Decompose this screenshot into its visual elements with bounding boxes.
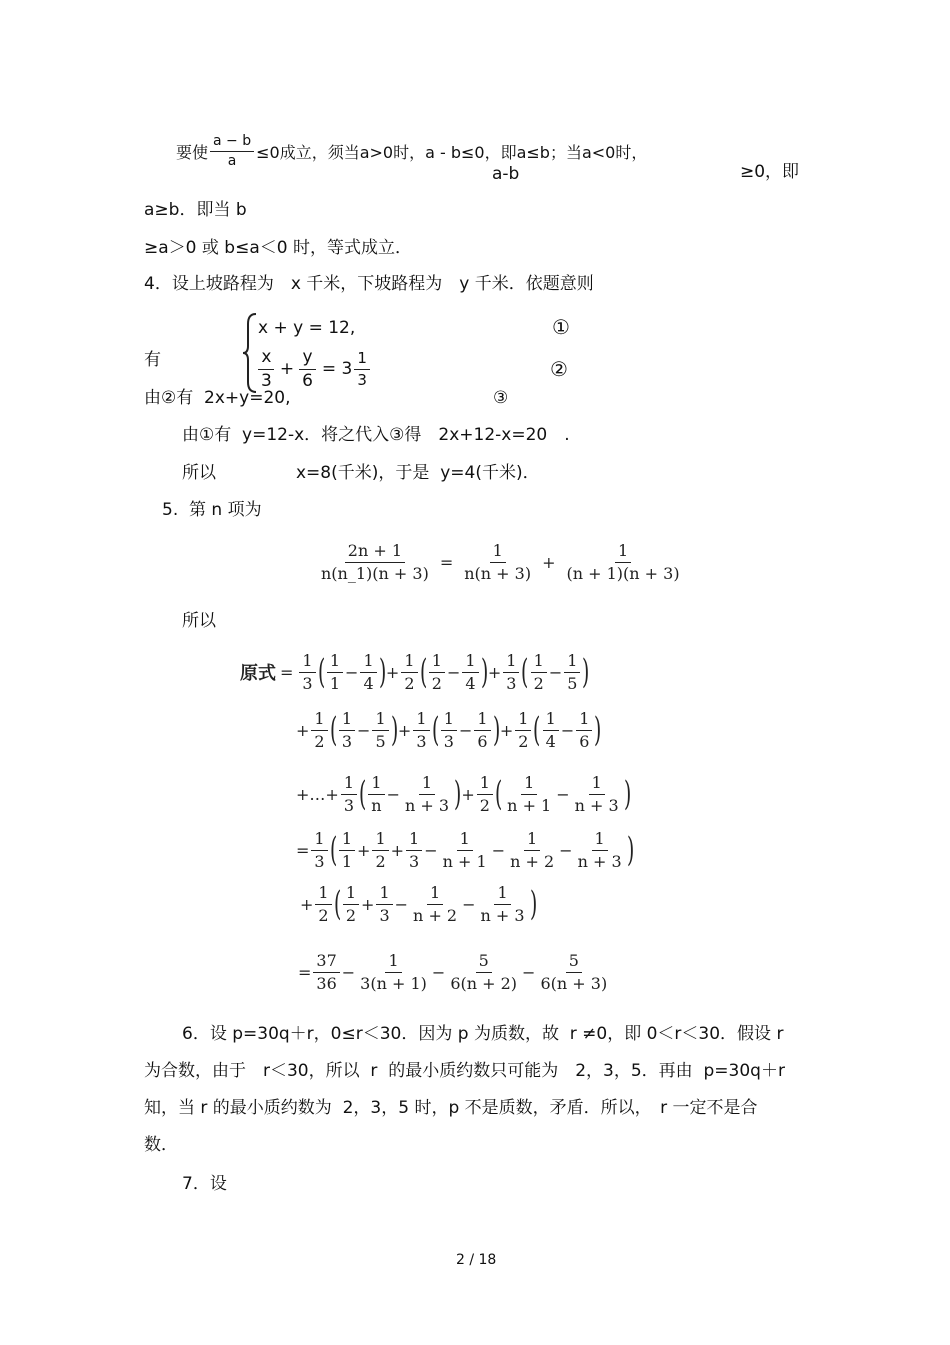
line15: 7．设 xyxy=(182,1174,227,1194)
derivation-image: 原式 = $\frac{1}{3}$ ( $\frac{1}{1}$ − $\frac{1}{4}$ ) + $\frac{1}{2}$ ( $\frac{1}{2}$ − $\frac{1}{4}$ ) + $\frac{1}{3}$ ( $\frac{1}{2}$ − $\frac{1}{5}$ ) + $\frac{1}{2}$ ( $\frac{1}{3}$ − $\frac{1}{5}$ ) + $\frac{1}{3}$ ( $\frac{1}{3}$ − $\frac{1}{6}$ ) + $\frac{1}{2}$ ( $\frac{1}{4}$ − $\frac{1}{6}$ ) +…+ $\frac{1}{3}$ ( $\frac{1}{n}$ − $\frac{1}{n + 3}$ ) + $\frac{1}{2}$ ( $\frac{1}{n + 1}$ − $\frac{1}{n + 3}$ ) = $\frac{1}{3}$ ( $\frac{1}{1}$ + $\frac{1}{2}$ + $\frac{1}{3}$ − $\frac{1}{n + 1}$ − $\frac{1}{n + 2}$ − $\frac{1}{n + 3}$ ) + $\frac{1}{2}$ ( $\frac{1}{2}$ + $\frac{1}{3}$ − $\frac{1}{n + 2}$ − $\frac{1}{n + 3}$ ) = $\frac{37}{36}$ − $\frac{1}{3(n + 1)}$ − $\frac{5}{6(n + 2)}$ − $\frac{5}{6(n + 3)}$ xyxy=(240,651,634,993)
line3: ≥a＞0 或 b≤a＜0 时，等式成立． xyxy=(144,238,412,258)
line8-a: 所以 xyxy=(182,463,216,483)
line14: 数． xyxy=(144,1135,178,1155)
you-label: 有 xyxy=(144,350,161,370)
line13: 知，当 r 的最小质约数为 2，3，5 时，p 不是质数，矛盾．所以， r 一定不是合 xyxy=(144,1098,758,1118)
page-number: 2 / 18 xyxy=(456,1252,497,1268)
nth-term-formula: $\frac{2n + 1}{n(n\_1)(n + 3)}$ = $\frac{1}{n(n + 3)}$ + $\frac{1}{(n + 1)(n + 3)}$ xyxy=(321,541,680,583)
line8-b: x=8(千米)，于是 y=4(千米)． xyxy=(296,463,540,483)
line9: 5. 第 n 项为 xyxy=(162,500,262,520)
line10: 所以 xyxy=(182,611,216,631)
inequality-rest: ≤0成立，须当a>0时，a - b≤0，即a≤b；当a<0时， xyxy=(256,143,648,163)
line2: a≥b．即当 b xyxy=(144,200,247,220)
inequality-lead: 要使 xyxy=(176,143,209,163)
mark-1: ① xyxy=(552,315,570,339)
line4: 4．设上坡路程为 x 千米，下坡路程为 y 千米．依题意则 xyxy=(144,274,594,294)
line6: 由②有 2x+y=20, xyxy=(144,388,291,408)
a-minus-b-label: a-b xyxy=(492,164,520,184)
line7: 由①有 y=12-x．将之代入③得 2x+12-x=20 . xyxy=(182,425,570,445)
line12: 为合数，由于 r＜30，所以 r 的最小质约数只可能为 2，3，5．再由 p=30q＋r xyxy=(144,1061,785,1081)
mark-3: ③ xyxy=(493,388,509,408)
a-minus-b-over-a: $\frac{a - b}{a}$ xyxy=(210,134,254,170)
system-eq2: $\frac{x}{3}$ + $\frac{y}{6}$ = 3 $\frac{1}{3}$ xyxy=(256,348,372,390)
line1-tail: ≥0，即 xyxy=(740,162,800,182)
line11: 6．设 p=30q＋r，0≤r＜30．因为 p 为质数，故 r ≠0，即 0＜r＜30．假设 r xyxy=(182,1024,784,1044)
mark-2: ② xyxy=(550,357,568,381)
inequality-image-line xyxy=(176,134,647,170)
system-eq1: x + y = 12, xyxy=(258,318,356,338)
